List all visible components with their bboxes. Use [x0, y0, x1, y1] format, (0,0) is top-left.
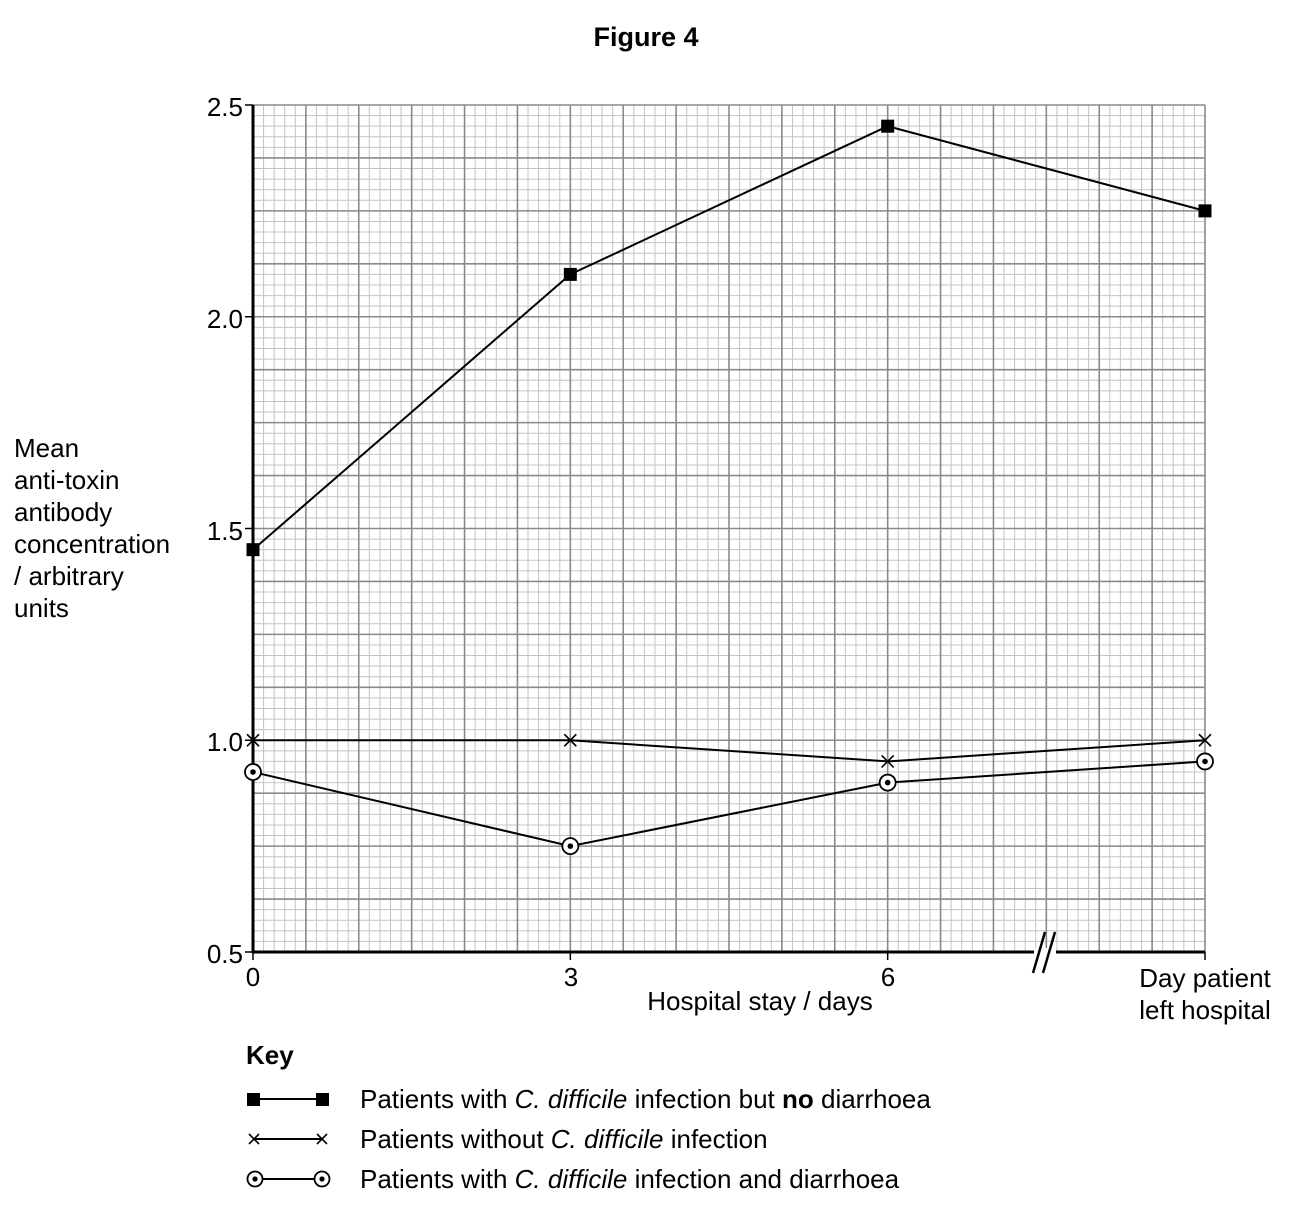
- y-axis-label-line: concentration: [14, 529, 171, 559]
- square-marker-icon: [246, 1087, 360, 1111]
- x-tick-label-line: left hospital: [1139, 995, 1271, 1025]
- y-tick-label: 1.0: [206, 727, 243, 757]
- x-axis-label: Hospital stay / days: [647, 986, 873, 1016]
- y-axis-label-line: Mean: [14, 433, 80, 463]
- y-tick-label: 1.5: [206, 516, 243, 546]
- y-axis-label-line: anti-toxin: [14, 465, 120, 495]
- figure-title: Figure 4: [593, 22, 699, 52]
- legend-label: Patients with C. difficile infection but no diarrhoea: [360, 1083, 931, 1114]
- y-axis-label-line: antibody: [14, 497, 113, 527]
- legend-label: Patients with C. difficile infection and diarrhoea: [360, 1163, 900, 1194]
- x-tick-label: 0: [245, 962, 261, 992]
- legend-item: [246, 1079, 931, 1119]
- x-tick-label-line: Day patient: [1139, 963, 1271, 993]
- legend-label: Patients without C. difficile infection: [360, 1123, 768, 1154]
- x-tick-label: 6: [880, 962, 896, 992]
- legend-item: [246, 1119, 931, 1159]
- legend-item: [246, 1159, 931, 1199]
- y-tick-label: 2.0: [206, 304, 243, 334]
- cross-marker-icon: [246, 1127, 360, 1151]
- y-tick-label: 0.5: [206, 939, 243, 969]
- legend-title: Key: [246, 1040, 294, 1070]
- y-axis-label-line: / arbitrary: [14, 561, 124, 591]
- y-tick-label: 2.5: [206, 92, 243, 122]
- x-tick-label: 3: [563, 962, 579, 992]
- y-axis-label-line: units: [14, 593, 69, 623]
- circle-dot-marker-icon: [246, 1167, 360, 1191]
- legend: [246, 1040, 931, 1199]
- x-tick-label-last: [1110, 962, 1292, 1026]
